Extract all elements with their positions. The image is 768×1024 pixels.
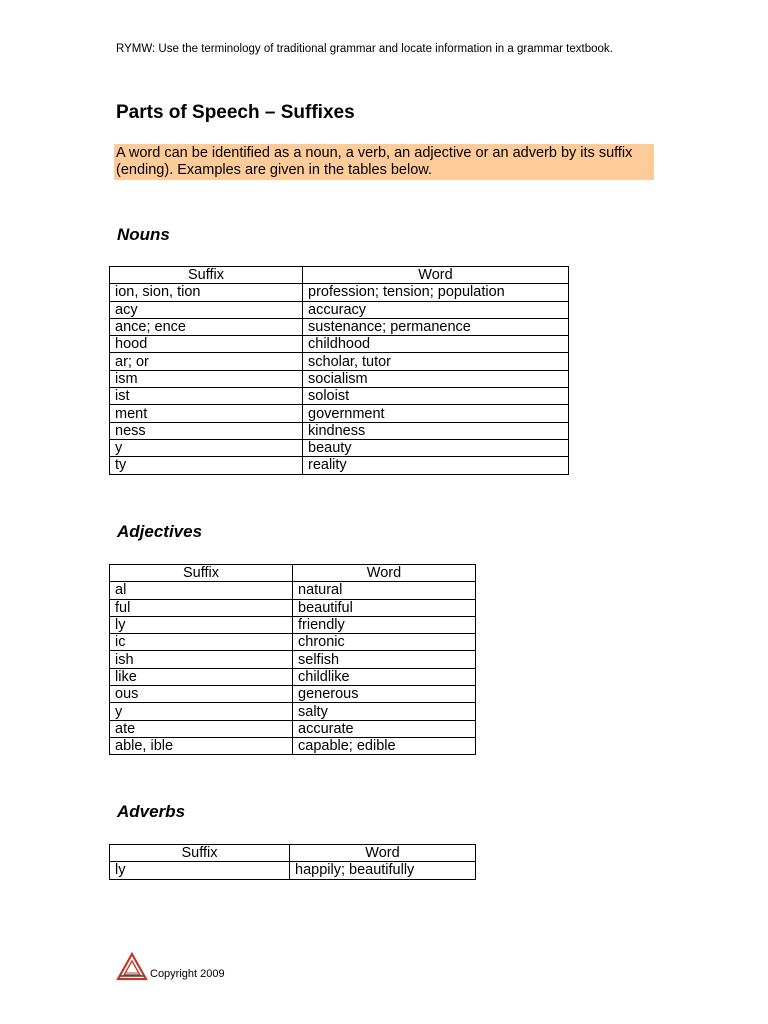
adverbs-table (109, 844, 476, 880)
suffix-cell: like (110, 668, 293, 685)
table-row (110, 634, 476, 651)
word-cell: generous (293, 686, 476, 703)
intro-highlight: A word can be identified as a noun, a verb, an adjective or an adverb by its suffix (ending). Examples are given in the tables below. (114, 144, 654, 180)
table-row (110, 353, 569, 370)
word-cell: chronic (293, 634, 476, 651)
table-row (110, 388, 569, 405)
table-row (110, 737, 476, 754)
table-row (110, 405, 569, 422)
suffix-cell: al (110, 582, 293, 599)
adjectives-table (109, 564, 476, 755)
word-cell: childlike (293, 668, 476, 685)
copyright-text: Copyright 2009 (150, 968, 225, 980)
column-header-word: Word (290, 845, 476, 862)
nouns-table (109, 266, 569, 475)
table-row (110, 668, 476, 685)
suffix-cell: ly (110, 616, 293, 633)
word-cell: selfish (293, 651, 476, 668)
adjectives-heading: Adjectives (117, 522, 203, 541)
word-cell: kindness (303, 422, 569, 439)
suffix-cell: ance; ence (110, 318, 303, 335)
suffix-cell: able, ible (110, 737, 293, 754)
table-row (110, 284, 569, 301)
adverbs-heading: Adverbs (117, 802, 186, 821)
suffix-cell: ish (110, 651, 293, 668)
page-header: RYMW: Use the terminology of traditional grammar and locate information in a grammar textbook. (116, 43, 613, 55)
suffix-cell: ar; or (110, 353, 303, 370)
column-header-word: Word (293, 565, 476, 582)
suffix-cell: ful (110, 599, 293, 616)
column-header-suffix: Suffix (110, 845, 290, 862)
word-cell: beauty (303, 439, 569, 456)
table-row (110, 616, 476, 633)
suffix-cell: y (110, 439, 303, 456)
table-row (110, 651, 476, 668)
suffix-cell: ty (110, 457, 303, 474)
table-row (110, 439, 569, 456)
table-row (110, 370, 569, 387)
triangle-logo-icon (116, 952, 148, 982)
word-cell: capable; edible (293, 737, 476, 754)
table-row (110, 862, 476, 879)
suffix-cell: ion, sion, tion (110, 284, 303, 301)
table-header-row (110, 845, 476, 862)
suffix-cell: ness (110, 422, 303, 439)
suffix-cell: ment (110, 405, 303, 422)
suffix-cell: y (110, 703, 293, 720)
column-header-suffix: Suffix (110, 267, 303, 284)
suffix-cell: ism (110, 370, 303, 387)
word-cell: profession; tension; population (303, 284, 569, 301)
suffix-cell: ly (110, 862, 290, 879)
page-footer (116, 952, 225, 982)
table-row (110, 336, 569, 353)
table-row (110, 301, 569, 318)
table-row (110, 686, 476, 703)
suffix-cell: ist (110, 388, 303, 405)
word-cell: childhood (303, 336, 569, 353)
table-row (110, 720, 476, 737)
word-cell: reality (303, 457, 569, 474)
column-header-word: Word (303, 267, 569, 284)
word-cell: accurate (293, 720, 476, 737)
word-cell: natural (293, 582, 476, 599)
word-cell: salty (293, 703, 476, 720)
suffix-cell: ic (110, 634, 293, 651)
word-cell: government (303, 405, 569, 422)
word-cell: beautiful (293, 599, 476, 616)
suffix-cell: ate (110, 720, 293, 737)
table-row (110, 457, 569, 474)
page-title: Parts of Speech – Suffixes (116, 102, 355, 123)
table-row (110, 422, 569, 439)
word-cell: accuracy (303, 301, 569, 318)
table-header-row (110, 267, 569, 284)
word-cell: sustenance; permanence (303, 318, 569, 335)
word-cell: socialism (303, 370, 569, 387)
suffix-cell: hood (110, 336, 303, 353)
table-row (110, 582, 476, 599)
word-cell: soloist (303, 388, 569, 405)
word-cell: scholar, tutor (303, 353, 569, 370)
table-row (110, 599, 476, 616)
word-cell: friendly (293, 616, 476, 633)
nouns-heading: Nouns (117, 225, 170, 244)
table-row (110, 318, 569, 335)
suffix-cell: acy (110, 301, 303, 318)
word-cell: happily; beautifully (290, 862, 476, 879)
table-header-row (110, 565, 476, 582)
suffix-cell: ous (110, 686, 293, 703)
table-row (110, 703, 476, 720)
column-header-suffix: Suffix (110, 565, 293, 582)
